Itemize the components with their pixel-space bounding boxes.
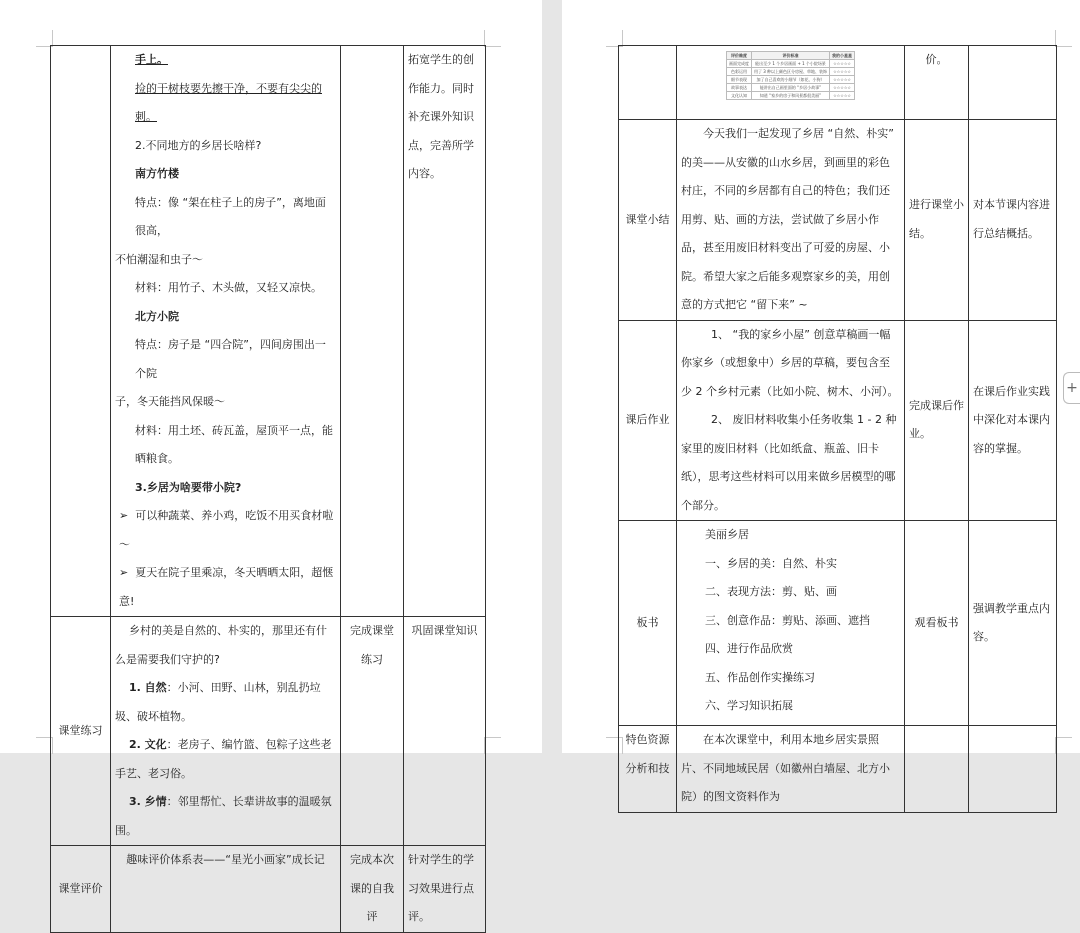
arrow-bullet-icon: ➢	[119, 566, 136, 579]
intent-cell: 巩固课堂知识	[404, 617, 486, 846]
bullet-item	[115, 502, 336, 559]
eval-stars: ☆☆☆☆☆	[830, 84, 855, 92]
content-line: 特点：像 “架在柱子上的房子”，离地面很高，	[135, 195, 326, 237]
board-line: 三、创意作品：剪贴、添画、遮挡	[705, 613, 870, 627]
row-label-homework: 课后作业	[619, 320, 677, 521]
row-label-board: 板书	[619, 521, 677, 726]
intent-cell	[969, 726, 1057, 813]
item-head: 3. 乡情	[129, 795, 167, 808]
table-row	[726, 84, 854, 92]
content-cell: 趣味评价体系表——“星光小画家”成长记	[111, 846, 341, 933]
arrow-bullet-icon: ➢	[119, 509, 136, 522]
item-text: ：老房子、编竹篮、包粽子这些老手艺、老习俗。	[115, 738, 332, 780]
list-item	[115, 731, 336, 788]
content-line: 特点：房子是 “四合院”，四间房围出一个院	[135, 338, 326, 380]
eval-cell: 色彩运用	[726, 68, 751, 76]
label-cell	[51, 46, 111, 617]
lesson-plan-table-left	[50, 45, 486, 933]
table-row	[726, 60, 854, 68]
eval-cell: 加了自己喜欢的小细节（如花、小狗）	[751, 76, 829, 84]
eval-cell: 能讲出自己画里面的 “乡居小故事”	[751, 84, 829, 92]
eval-cell: 细节表现	[726, 76, 751, 84]
page-corner-mark	[484, 30, 501, 47]
content-line: 乡村的美是自然的、朴实的，那里还有什么是需要我们守护的?	[115, 624, 327, 666]
row-label-summary: 课堂小结	[619, 120, 677, 321]
board-line: 六、学习知识拓展	[705, 699, 793, 712]
intent-cell	[969, 46, 1057, 120]
table-row	[51, 46, 486, 617]
eval-cell: 知道 “家乡的房子和风景都很美丽”	[751, 92, 829, 100]
activity-cell: 完成本次课的自我评	[341, 846, 404, 933]
plus-icon: +	[1066, 380, 1078, 396]
homework-item: 2、 废旧材料收集小任务收集 1 - 2 种家里的废旧材料（比如纸盒、瓶盖、旧卡纸），思考这些材料可以用来做乡居模型的哪个部分。	[681, 413, 897, 512]
resources-text: 在本次课堂中，利用本地乡居实景照片、不同地域民居（如徽州白墙屋、北方小院）的图文资料作为	[681, 733, 890, 803]
content-line: 手上。	[135, 53, 168, 66]
table-row	[51, 617, 486, 846]
activity-cell: 进行课堂小结。	[905, 120, 969, 321]
summary-text: 今天我们一起发现了乡居 “自然、朴实” 的美——从安徽的山水乡居，到画里的彩色村庄，不同的乡居都有自己的特色；我们还用剪、贴、画的方法，尝试做了乡居小作品，甚至用废旧材料变出了可爱的房屋、小院。希望大家之后能多观察家乡的美，用创意的方式把它 “留下来” ~	[681, 127, 894, 311]
evaluation-table	[726, 51, 855, 100]
content-line: 材料：用土坯、砖瓦盖，屋顶平一点，能晒粮食。	[135, 423, 333, 465]
item-head: 2. 文化	[129, 738, 167, 751]
content-line: 子，冬天能挡风保暖～	[115, 395, 225, 408]
eval-cell: 用了 3 种以上颜色区分房屋、草地、装饰	[751, 68, 829, 76]
board-line: 美丽乡居	[705, 528, 749, 541]
item-text: ：邻里帮忙、长辈讲故事的温暖氛围。	[115, 795, 332, 837]
row-label-evaluation: 课堂评价	[51, 846, 111, 933]
content-cell	[677, 120, 905, 321]
north-title: 北方小院	[135, 309, 179, 323]
activity-cell: 价。	[905, 46, 969, 120]
activity-cell: 完成课后作业。	[905, 320, 969, 521]
intent-cell: 拓宽学生的创作能力。同时补充课外知识点，完善所学内容。	[404, 46, 486, 617]
table-row	[51, 846, 486, 933]
table-row	[726, 92, 854, 100]
intent-cell: 在课后作业实践中深化对本课内容的掌握。	[969, 320, 1057, 521]
content-cell	[677, 46, 905, 120]
document-page-left	[0, 0, 542, 923]
eval-stars: ☆☆☆☆☆	[830, 92, 855, 100]
table-row	[726, 68, 854, 76]
eval-stars: ☆☆☆☆☆	[830, 60, 855, 68]
bullet-item	[115, 559, 336, 616]
board-line: 四、进行作品欣赏	[705, 642, 793, 655]
activity-cell: 观看板书	[905, 521, 969, 726]
item-text: ：小河、田野、山林，别乱扔垃圾、破坏植物。	[115, 681, 321, 723]
add-section-button[interactable]	[1063, 372, 1080, 404]
eval-cell: 能出至少 1 个乡居画面 + 1 个小院场景	[751, 60, 829, 68]
homework-item: 1、 “我的家乡小屋” 创意草稿画一幅你家乡（或想象中）乡居的草稿，要包含至少 2 个乡村元素（比如小院、树木、小河）。	[681, 327, 899, 398]
eval-cell: 画面完成度	[726, 60, 751, 68]
content-cell	[111, 46, 341, 617]
row-label-resources: 特色资源分析和技	[619, 726, 677, 813]
board-line: 二、表现方法：剪、贴、画	[705, 585, 837, 598]
content-line: 材料：用竹子、木头做，又轻又凉快。	[135, 281, 322, 294]
content-cell	[111, 617, 341, 846]
eval-header-row	[726, 52, 854, 60]
table-row	[619, 521, 1057, 726]
intent-cell: 针对学生的学习效果进行点评。	[404, 846, 486, 933]
eval-cell: 故事表达	[726, 84, 751, 92]
activity-cell	[905, 726, 969, 813]
eval-stars: ☆☆☆☆☆	[830, 68, 855, 76]
question-heading: 2.不同地方的乡居长啥样?	[135, 138, 262, 152]
table-row	[619, 46, 1057, 120]
label-cell	[619, 46, 677, 120]
table-row	[619, 120, 1057, 321]
intent-cell: 强调教学重点内容。	[969, 521, 1057, 726]
board-line: 五、作品创作实操练习	[705, 670, 815, 684]
document-page-right	[562, 0, 1080, 803]
lesson-plan-table-right	[618, 45, 1057, 813]
row-label-practice: 课堂练习	[51, 617, 111, 846]
eval-header: 评价标准	[751, 52, 829, 60]
table-row	[726, 76, 854, 84]
content-cell	[677, 320, 905, 521]
eval-header: 我的小星星	[830, 52, 855, 60]
question-heading: 3.乡居为啥要带小院?	[135, 480, 242, 494]
list-item	[115, 788, 336, 845]
list-item	[115, 674, 336, 731]
eval-header: 评价维度	[726, 52, 751, 60]
activity-cell: 完成课堂练习	[341, 617, 404, 846]
eval-stars: ☆☆☆☆☆	[830, 76, 855, 84]
table-row	[619, 320, 1057, 521]
page-corner-mark	[1055, 737, 1072, 754]
content-line: 不怕潮湿和虫子～	[115, 252, 203, 266]
page-corner-mark	[1055, 30, 1072, 47]
table-row	[619, 726, 1057, 813]
item-head: 1. 自然	[129, 681, 167, 694]
page-corner-mark	[484, 737, 501, 754]
board-line: 一、乡居的美：自然、朴实	[705, 556, 837, 570]
content-cell	[677, 726, 905, 813]
content-cell	[677, 521, 905, 726]
intent-cell: 对本节课内容进行总结概括。	[969, 120, 1057, 321]
content-line: 捡的干树枝要先擦干净，不要有尖尖的刺。	[135, 81, 322, 123]
south-title: 南方竹楼	[135, 167, 179, 180]
eval-cell: 文化认知	[726, 92, 751, 100]
bullet-text: 可以种蔬菜、养小鸡，吃饭不用买食材啦～	[119, 509, 334, 551]
activity-cell	[341, 46, 404, 617]
bullet-text: 夏天在院子里乘凉，冬天晒晒太阳，超惬意!	[119, 566, 334, 608]
